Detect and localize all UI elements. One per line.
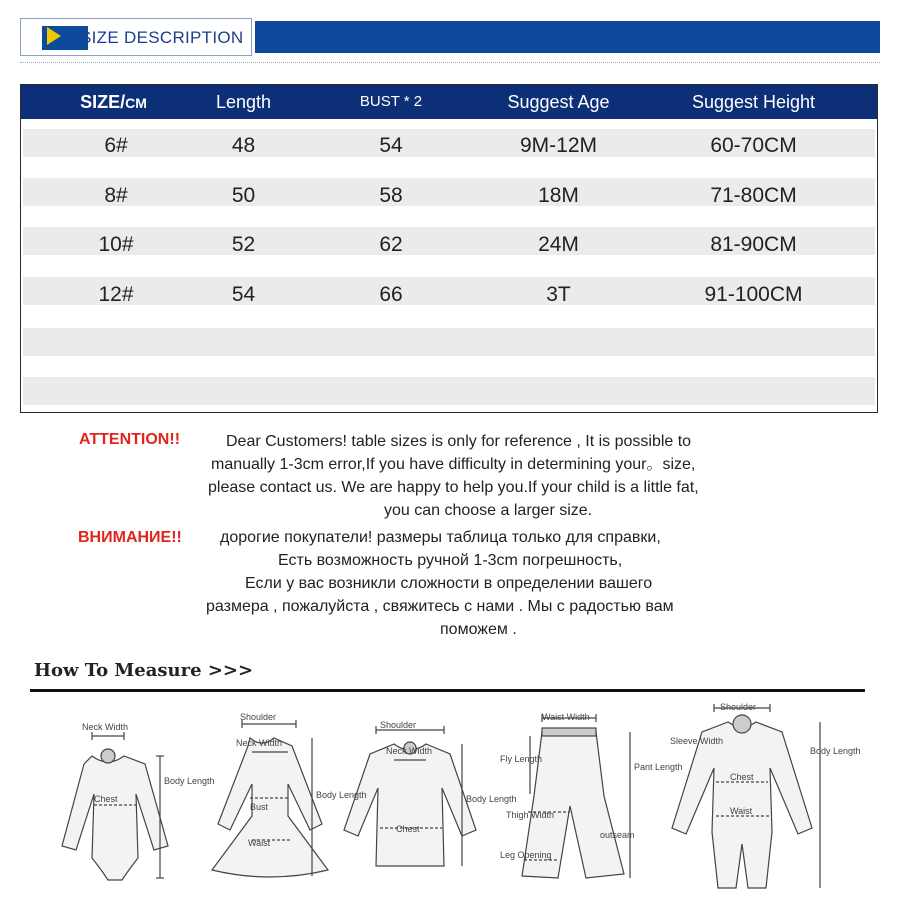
label-waist: Waist bbox=[248, 838, 271, 848]
how-to-measure-rule bbox=[30, 689, 865, 692]
header-size-unit: CM bbox=[125, 95, 147, 111]
attention-line: please contact us. We are happy to help you.If your child is a little fat, bbox=[208, 479, 699, 496]
cell-length: 48 bbox=[231, 134, 256, 157]
measure-figures bbox=[30, 698, 875, 898]
label-bust: Bust bbox=[250, 802, 269, 812]
label-body-length: Body Length bbox=[466, 794, 517, 804]
attention-line: you can choose a larger size. bbox=[384, 502, 593, 519]
cell-age: 24M bbox=[538, 233, 579, 256]
vnimanie-line: дорогие покупатели! размеры таблица только для справки, bbox=[220, 529, 661, 546]
label-body-length: Body Length bbox=[316, 790, 367, 800]
cell-age: 18M bbox=[538, 184, 579, 207]
cell-bust: 66 bbox=[379, 283, 403, 306]
cell-size: 10# bbox=[98, 233, 134, 256]
header-size-label: SIZE/ bbox=[80, 92, 126, 112]
cell-height: 60-70CM bbox=[710, 134, 797, 157]
table-row bbox=[21, 132, 877, 160]
table-row bbox=[21, 281, 877, 309]
table-header bbox=[21, 85, 877, 119]
vnimanie-line: размера , пожалуйста , свяжитесь с нами . Мы с радостью вам bbox=[206, 598, 674, 615]
banner-title: SIZE DESCRIPTION bbox=[80, 28, 244, 47]
cell-length: 52 bbox=[231, 233, 256, 256]
label-leg-opening: Leg Opening bbox=[500, 850, 552, 860]
cell-size: 12# bbox=[98, 283, 134, 306]
cell-age: 3T bbox=[546, 283, 571, 306]
vnimanie-line: Если у вас возникли сложности в определении вашего bbox=[245, 575, 653, 592]
label-shoulder: Shoulder bbox=[380, 720, 417, 730]
header-bust: BUST * 2 bbox=[359, 93, 423, 110]
vnimanie-line: поможем . bbox=[440, 621, 517, 638]
attention-label: ATTENTION!! bbox=[79, 431, 181, 448]
attention-line: manually 1-3cm error,If you have difficulty in determining your。size, bbox=[211, 456, 696, 473]
table-row bbox=[21, 231, 877, 259]
section-banner bbox=[20, 18, 880, 56]
label-fly-length: Fly Length bbox=[500, 754, 543, 764]
cell-height: 91-100CM bbox=[704, 283, 803, 306]
label-outseam: outseam bbox=[600, 830, 635, 840]
header-size bbox=[46, 85, 181, 119]
cell-bust: 54 bbox=[379, 134, 403, 157]
label-neck-width: Neck Width bbox=[386, 746, 433, 756]
label-chest: Chest bbox=[730, 772, 754, 782]
header-length: Length bbox=[215, 92, 272, 112]
bodysuit-figure bbox=[62, 732, 168, 880]
banner-bar bbox=[255, 21, 880, 53]
vnimanie-label: ВНИМАНИЕ!! bbox=[78, 529, 182, 546]
label-sleeve-width: Sleeve Width bbox=[670, 736, 724, 746]
label-shoulder: Shoulder bbox=[720, 702, 757, 712]
romper-figure bbox=[672, 704, 820, 888]
table-row bbox=[21, 182, 877, 210]
label-shoulder: Shoulder bbox=[240, 712, 277, 722]
attention-line: Dear Customers! table sizes is only for reference , It is possible to bbox=[226, 433, 692, 450]
table-stripe bbox=[23, 328, 875, 356]
cell-age: 9M-12M bbox=[519, 134, 598, 157]
play-arrow-icon bbox=[47, 27, 61, 45]
cell-bust: 58 bbox=[379, 184, 403, 207]
label-chest: Chest bbox=[94, 794, 118, 804]
cell-size: 6# bbox=[104, 134, 128, 157]
label-waist: Waist bbox=[730, 806, 753, 816]
label-thigh-width: Thigh Width bbox=[506, 810, 555, 820]
label-body-length: Body Length bbox=[810, 746, 861, 756]
size-table bbox=[20, 84, 878, 413]
label-neck-width: Neck Width bbox=[236, 738, 283, 748]
table-stripe bbox=[23, 377, 875, 405]
cell-bust: 62 bbox=[379, 233, 403, 256]
label-pant-length: Pant Length bbox=[634, 762, 683, 772]
header-suggest-height: Suggest Height bbox=[691, 92, 816, 112]
header-suggest-age: Suggest Age bbox=[507, 92, 610, 112]
label-neck-width: Neck Width bbox=[82, 722, 129, 732]
cell-length: 50 bbox=[231, 184, 256, 207]
cell-height: 71-80CM bbox=[710, 184, 797, 207]
how-to-measure-title: How To Measure >>> bbox=[34, 660, 254, 681]
label-body-length: Body Length bbox=[164, 776, 215, 786]
cell-length: 54 bbox=[231, 283, 256, 306]
vnimanie-line: Есть возможность ручной 1-3cm погрешность, bbox=[278, 552, 623, 569]
cell-size: 8# bbox=[104, 184, 128, 207]
divider bbox=[20, 62, 880, 63]
cell-height: 81-90CM bbox=[710, 233, 797, 256]
label-chest: Chest bbox=[396, 824, 420, 834]
label-waist-width: Waist Width bbox=[542, 712, 590, 722]
